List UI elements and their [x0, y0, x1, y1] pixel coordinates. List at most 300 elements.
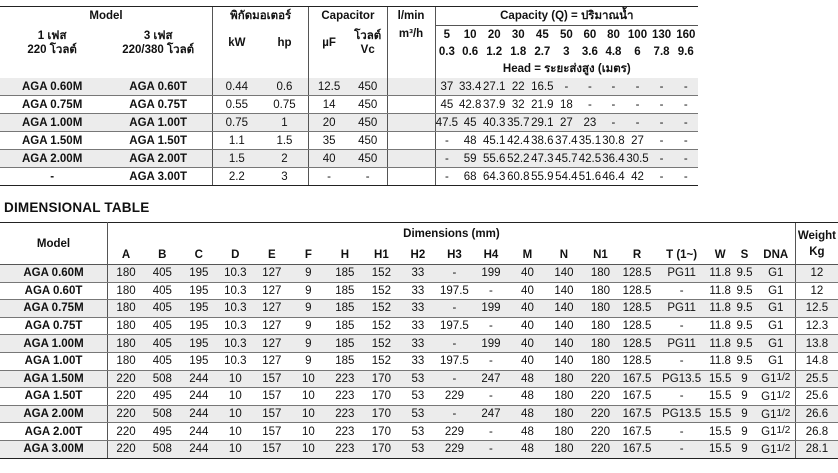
perf-hp: 2 [261, 150, 309, 168]
dim-value: 247 [473, 405, 510, 423]
dim-value: G1 [757, 352, 796, 370]
perf-model-header: Model [0, 7, 213, 26]
perf-phase3-header [104, 26, 212, 61]
perf-head-value: 29.1 [530, 114, 554, 132]
dim-model: AGA 1.00M [0, 335, 108, 353]
dim-value: 10 [217, 388, 254, 406]
dim-value: 157 [254, 405, 291, 423]
perf-head-value: - [674, 168, 698, 186]
dim-value: 195 [181, 335, 218, 353]
perf-kw: 1.1 [213, 132, 261, 150]
dim-value: 53 [400, 405, 437, 423]
performance-row [0, 78, 698, 96]
perf-uf: 12.5 [309, 78, 349, 96]
dim-value: 140 [546, 352, 583, 370]
dim-value: 180 [582, 282, 619, 300]
dim-model: AGA 1.00T [0, 352, 108, 370]
dim-value: - [473, 317, 510, 335]
dim-value: 220 [582, 423, 619, 441]
dim-value: 197.5 [436, 352, 473, 370]
dim-value: 220 [108, 388, 145, 406]
perf-model-1phase: AGA 0.60M [0, 78, 104, 96]
dim-value: 180 [582, 335, 619, 353]
dim-value: 48 [509, 405, 546, 423]
perf-head-value: 22 [506, 78, 530, 96]
perf-head-value: - [674, 114, 698, 132]
dim-value: 11.8 [708, 317, 732, 335]
dim-value: 152 [363, 335, 400, 353]
dim-column-header: F [290, 245, 327, 265]
dim-model: AGA 2.00T [0, 423, 108, 441]
dim-value: 10.3 [217, 265, 254, 283]
dim-value: 229 [436, 423, 473, 441]
perf-uf-header: µF [309, 26, 349, 61]
perf-head-value: - [578, 78, 601, 96]
dimension-row [0, 335, 838, 353]
perf-head-value: 42 [625, 168, 649, 186]
dim-value: 40 [509, 317, 546, 335]
dim-value: 185 [327, 317, 364, 335]
dim-value: 508 [144, 370, 181, 388]
dim-weight: 12.5 [795, 300, 838, 318]
perf-head-value: 47.3 [530, 150, 554, 168]
perf-head-value: - [435, 132, 458, 150]
lmin-value: 80 [601, 26, 625, 44]
dim-value: - [436, 405, 473, 423]
dim-value: 53 [400, 388, 437, 406]
perf-power-header: พิกัดมอเตอร์ [213, 7, 309, 26]
m3h-value: 3 [554, 43, 578, 60]
perf-head-value: - [650, 168, 674, 186]
dim-value: 11.8 [708, 300, 732, 318]
dim-value: - [436, 335, 473, 353]
dim-value: 10 [217, 440, 254, 458]
dim-value: 10.3 [217, 335, 254, 353]
dim-value: 152 [363, 317, 400, 335]
dim-value: 11.8 [708, 265, 732, 283]
dim-dna [757, 423, 796, 441]
perf-head-value: 47.5 [435, 114, 458, 132]
dim-value: 185 [327, 265, 364, 283]
dim-value: 167.5 [619, 423, 656, 441]
perf-m3h-spacer [387, 132, 435, 150]
perf-vc: 450 [349, 132, 387, 150]
perf-head-value: 60.8 [506, 168, 530, 186]
dim-value: - [655, 423, 708, 441]
dim-value: G1 [757, 282, 796, 300]
dim-column-header: H4 [473, 245, 510, 265]
dim-value: 180 [546, 423, 583, 441]
dim-value: 508 [144, 440, 181, 458]
perf-head-value: 27.1 [482, 78, 506, 96]
dim-value: 180 [546, 405, 583, 423]
dna-base: G1 [761, 408, 777, 421]
dimension-row [0, 317, 838, 335]
dim-value: 167.5 [619, 440, 656, 458]
dim-column-header: C [181, 245, 218, 265]
dim-model: AGA 0.75M [0, 300, 108, 318]
dim-value: 180 [108, 352, 145, 370]
dim-value: 229 [436, 388, 473, 406]
m3h-value: 6 [625, 43, 649, 60]
perf-head-value: - [650, 78, 674, 96]
dim-value: 180 [108, 335, 145, 353]
dim-weight: 26.8 [795, 423, 838, 441]
perf-head-value: - [674, 132, 698, 150]
perf-head-value: - [625, 96, 649, 114]
dim-value: G1 [757, 265, 796, 283]
dim-value: G1 [757, 335, 796, 353]
perf-head-value: 18 [554, 96, 578, 114]
dim-value: 220 [582, 440, 619, 458]
dim-value: 195 [181, 352, 218, 370]
dim-value: 40 [509, 352, 546, 370]
dim-value: 127 [254, 300, 291, 318]
dna-fraction: 1/2 [776, 442, 791, 454]
performance-row [0, 168, 698, 186]
dim-column-header: R [619, 245, 656, 265]
perf-head-value: 35.1 [578, 132, 601, 150]
dim-value: 180 [546, 388, 583, 406]
perf-head-value: - [650, 114, 674, 132]
dim-weight: 13.8 [795, 335, 838, 353]
perf-head-value: 30.5 [625, 150, 649, 168]
m3h-value: 3.6 [578, 43, 601, 60]
perf-head-value: 54.4 [554, 168, 578, 186]
dim-value: 40 [509, 300, 546, 318]
dim-column-header: H1 [363, 245, 400, 265]
dim-value: 180 [582, 300, 619, 318]
m3h-value: 7.8 [650, 43, 674, 60]
perf-head-value: 33.4 [458, 78, 482, 96]
dim-value: 220 [582, 370, 619, 388]
dim-value: 9.5 [732, 335, 756, 353]
dimension-row [0, 352, 838, 370]
perf-head-value: 51.6 [578, 168, 601, 186]
perf-head-value: 64.3 [482, 168, 506, 186]
dim-value: G1 [757, 317, 796, 335]
dim-model: AGA 0.75T [0, 317, 108, 335]
perf-vc: 450 [349, 96, 387, 114]
lmin-value: 160 [674, 26, 698, 44]
dim-value: 180 [546, 370, 583, 388]
dim-model: AGA 1.50T [0, 388, 108, 406]
dim-weight-header [795, 223, 838, 265]
perf-head-value: 45 [458, 114, 482, 132]
dim-value: 128.5 [619, 335, 656, 353]
dim-column-header: A [108, 245, 145, 265]
perf-header-blank [213, 60, 309, 78]
perf-head-value: - [674, 78, 698, 96]
dim-value: 170 [363, 405, 400, 423]
dim-value: - [655, 352, 708, 370]
perf-head-value: 27 [625, 132, 649, 150]
dim-value: 127 [254, 352, 291, 370]
perf-head-value: 35.7 [506, 114, 530, 132]
phase1-line1: 1 เฟส [37, 29, 67, 42]
perf-header-blank [0, 60, 213, 78]
dim-value: 195 [181, 317, 218, 335]
dim-value: 33 [400, 317, 437, 335]
dim-column-header: B [144, 245, 181, 265]
dim-value: PG13.5 [655, 370, 708, 388]
dim-weight: 25.6 [795, 388, 838, 406]
dimension-row [0, 440, 838, 458]
perf-kw: 0.55 [213, 96, 261, 114]
dim-model: AGA 3.00M [0, 440, 108, 458]
dim-value: 40 [509, 335, 546, 353]
perf-volt-header [349, 26, 387, 61]
dim-value: 10 [290, 440, 327, 458]
performance-row [0, 114, 698, 132]
dim-value: PG11 [655, 300, 708, 318]
dim-value: 48 [509, 440, 546, 458]
dim-value: 11.8 [708, 335, 732, 353]
dim-value: 9 [732, 405, 756, 423]
dim-column-header: M [509, 245, 546, 265]
dna-fraction: 1/2 [776, 425, 791, 437]
perf-head-value: 45.7 [554, 150, 578, 168]
dim-value: 223 [327, 370, 364, 388]
perf-head-value: 48 [458, 132, 482, 150]
dim-value: 180 [582, 317, 619, 335]
perf-kw: 0.44 [213, 78, 261, 96]
dim-value: 53 [400, 423, 437, 441]
dim-value: 9.5 [732, 265, 756, 283]
dim-value: 180 [582, 265, 619, 283]
perf-model-1phase: AGA 1.00M [0, 114, 104, 132]
perf-head-value: - [674, 96, 698, 114]
dim-value: 152 [363, 282, 400, 300]
dim-value: 195 [181, 265, 218, 283]
dim-value: 10 [217, 423, 254, 441]
dim-value: 195 [181, 282, 218, 300]
phase3-line2: 220/380 โวลต์ [122, 43, 195, 56]
dim-value: 33 [400, 265, 437, 283]
dim-value: - [655, 440, 708, 458]
dim-model: AGA 2.00M [0, 405, 108, 423]
dim-value: 9.5 [732, 352, 756, 370]
perf-head-value: - [601, 78, 625, 96]
dim-value: 15.5 [708, 440, 732, 458]
dim-value: 157 [254, 423, 291, 441]
dim-weight: 28.1 [795, 440, 838, 458]
perf-head-value: - [435, 168, 458, 186]
perf-head-value: - [578, 96, 601, 114]
dim-dna [757, 405, 796, 423]
dim-value: 9 [290, 352, 327, 370]
dim-dimensions-header: Dimensions (mm) [108, 223, 796, 246]
dim-column-header: DNA [757, 245, 796, 265]
dim-value: 170 [363, 388, 400, 406]
dim-weight: 12.3 [795, 317, 838, 335]
dim-value: 9 [732, 370, 756, 388]
dim-value: 11.8 [708, 352, 732, 370]
dim-value: 197.5 [436, 282, 473, 300]
perf-m3h-spacer [387, 78, 435, 96]
perf-head-value: 55.6 [482, 150, 506, 168]
dim-value: 170 [363, 370, 400, 388]
dimension-row [0, 405, 838, 423]
m3h-value: 1.8 [506, 43, 530, 60]
perf-uf: 20 [309, 114, 349, 132]
perf-head-value: 42.5 [578, 150, 601, 168]
dim-value: 152 [363, 265, 400, 283]
perf-head-value: 30.8 [601, 132, 625, 150]
dna-fraction: 1/2 [776, 407, 791, 419]
performance-row [0, 150, 698, 168]
dim-column-header: T (1~) [655, 245, 708, 265]
dim-value: 10 [290, 370, 327, 388]
lmin-value: 100 [625, 26, 649, 44]
dim-value: 167.5 [619, 370, 656, 388]
dim-value: 10.3 [217, 317, 254, 335]
dim-value: 495 [144, 423, 181, 441]
perf-head-value: - [625, 78, 649, 96]
perf-head-value: 40.3 [482, 114, 506, 132]
dna-fraction: 1/2 [776, 389, 791, 401]
dim-model: AGA 0.60M [0, 265, 108, 283]
dim-value: 220 [582, 405, 619, 423]
dim-value: 220 [108, 405, 145, 423]
dim-value: - [473, 352, 510, 370]
dimension-row [0, 370, 838, 388]
dim-value: 405 [144, 282, 181, 300]
perf-uf: 35 [309, 132, 349, 150]
dim-value: - [436, 300, 473, 318]
perf-head-value: 59 [458, 150, 482, 168]
dim-value: 170 [363, 440, 400, 458]
dim-value: 185 [327, 335, 364, 353]
dim-value: 180 [546, 440, 583, 458]
perf-kw: 2.2 [213, 168, 261, 186]
perf-head-value: - [650, 96, 674, 114]
dim-value: - [473, 423, 510, 441]
perf-head-value: 52.2 [506, 150, 530, 168]
dim-dna [757, 440, 796, 458]
perf-head-title: Head = ระยะส่งสูง (เมตร) [435, 60, 698, 78]
perf-model-3phase: AGA 1.00T [104, 114, 212, 132]
performance-row [0, 96, 698, 114]
perf-kw: 0.75 [213, 114, 261, 132]
dim-value: 15.5 [708, 423, 732, 441]
dim-value: 229 [436, 440, 473, 458]
dim-value: 9 [290, 265, 327, 283]
dim-value: 48 [509, 388, 546, 406]
perf-head-value: 68 [458, 168, 482, 186]
perf-head-value: 37.9 [482, 96, 506, 114]
perf-phase1-header [0, 26, 104, 61]
dim-value: 223 [327, 423, 364, 441]
perf-vc: - [349, 168, 387, 186]
perf-head-value: 32 [506, 96, 530, 114]
dim-value: 11.8 [708, 282, 732, 300]
dim-value: 10.3 [217, 282, 254, 300]
dim-column-header: D [217, 245, 254, 265]
perf-hp: 0.6 [261, 78, 309, 96]
dim-column-header: S [732, 245, 756, 265]
dim-value: 9 [290, 335, 327, 353]
perf-model-1phase: AGA 0.75M [0, 96, 104, 114]
dim-value: 9 [732, 388, 756, 406]
dim-value: 9 [290, 317, 327, 335]
perf-hp: 1.5 [261, 132, 309, 150]
perf-model-3phase: AGA 3.00T [104, 168, 212, 186]
dim-value: 53 [400, 440, 437, 458]
perf-model-3phase: AGA 0.75T [104, 96, 212, 114]
lmin-value: 30 [506, 26, 530, 44]
dim-column-header: N1 [582, 245, 619, 265]
perf-head-value: 27 [554, 114, 578, 132]
perf-model-3phase: AGA 2.00T [104, 150, 212, 168]
perf-head-value: - [435, 150, 458, 168]
dim-column-header: W [708, 245, 732, 265]
dim-value: 127 [254, 282, 291, 300]
dim-value: 405 [144, 265, 181, 283]
dim-value: 10 [217, 370, 254, 388]
dim-model: AGA 0.60T [0, 282, 108, 300]
m3h-value: 2.7 [530, 43, 554, 60]
perf-vc: 450 [349, 114, 387, 132]
weight-line2: Kg [809, 245, 825, 258]
dim-value: 180 [582, 352, 619, 370]
dim-value: 10.3 [217, 300, 254, 318]
perf-head-value: - [650, 132, 674, 150]
dim-value: 167.5 [619, 388, 656, 406]
dim-weight: 12 [795, 282, 838, 300]
perf-vc: 450 [349, 78, 387, 96]
dim-value: 223 [327, 440, 364, 458]
perf-head-value: - [674, 150, 698, 168]
dim-value: 9 [290, 282, 327, 300]
dna-base: G1 [761, 426, 777, 439]
dim-value: 128.5 [619, 300, 656, 318]
volt-line1: โวลต์ [354, 29, 382, 42]
perf-hp: 3 [261, 168, 309, 186]
dim-value: 405 [144, 317, 181, 335]
dimensional-table-title: DIMENSIONAL TABLE [4, 200, 150, 215]
m3h-value: 0.3 [435, 43, 458, 60]
perf-uf: - [309, 168, 349, 186]
lmin-value: 45 [530, 26, 554, 44]
dim-value: - [473, 388, 510, 406]
perf-hp: 0.75 [261, 96, 309, 114]
perf-head-value: 45 [435, 96, 458, 114]
perf-head-value: 42.4 [506, 132, 530, 150]
dim-value: 10 [290, 423, 327, 441]
dim-weight: 14.8 [795, 352, 838, 370]
m3h-spacer [387, 43, 435, 60]
dim-value: G1 [757, 300, 796, 318]
dim-value: 405 [144, 335, 181, 353]
perf-model-1phase: - [0, 168, 104, 186]
perf-model-3phase: AGA 0.60T [104, 78, 212, 96]
dim-value: 167.5 [619, 405, 656, 423]
dimension-row [0, 282, 838, 300]
dim-value: 48 [509, 423, 546, 441]
m3h-value: 0.6 [458, 43, 482, 60]
perf-capacity-title: Capacity (Q) = ปริมาณน้ำ [435, 7, 698, 26]
dna-base: G1 [761, 373, 777, 386]
dim-value: - [655, 388, 708, 406]
dim-value: 220 [108, 370, 145, 388]
perf-head-value: - [625, 114, 649, 132]
dna-base: G1 [761, 390, 777, 403]
dim-value: 199 [473, 335, 510, 353]
perf-header-blank [309, 60, 387, 78]
dim-value: 128.5 [619, 265, 656, 283]
perf-head-value: - [554, 78, 578, 96]
